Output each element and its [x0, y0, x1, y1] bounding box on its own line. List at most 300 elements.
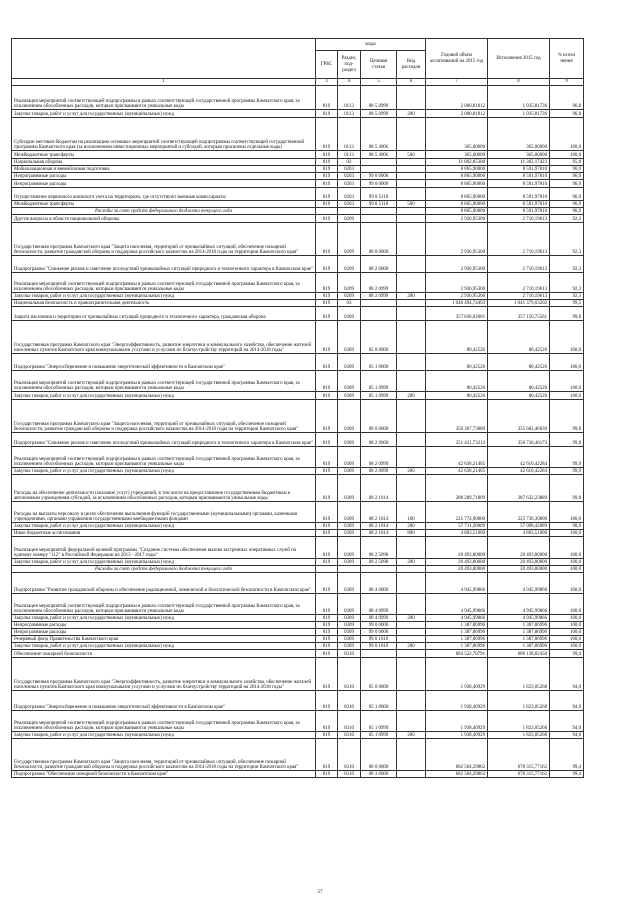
percent-cell: 94,0 — [550, 732, 584, 739]
table-row — [12, 300, 584, 307]
expense-name-cell: Реализация мероприятий соответствующей подпрограммы в рамках соответствующей государственной программы Камчатского края, за исключением обособленных расходов, которым присваиваются уникальные коды — [12, 371, 316, 392]
approved-cell: 42 638,21405 — [426, 447, 488, 468]
grbs-cell: 819 — [316, 180, 338, 188]
section-cell: 0209 — [338, 223, 361, 256]
grbs-cell: 819 — [316, 537, 338, 559]
expense-name-cell: Подпрограмма "Развитие гражданской обороны и обеспечение радиационной, химической и биологической безопасности в Камчатском крае" — [12, 573, 316, 594]
approved-header: Годовой объем ассигнований на 2015 год — [426, 39, 488, 79]
expense-type-cell — [397, 321, 426, 354]
table-row — [12, 180, 584, 188]
page-number: 57 — [317, 890, 323, 895]
table-row — [12, 566, 584, 573]
target-cell: 99 0 0000 — [361, 622, 397, 629]
table-row — [12, 400, 584, 433]
target-cell: 99 0 1010 — [361, 643, 397, 650]
expense-name-cell: Иные бюджетные ассигнования — [12, 530, 316, 537]
percent-cell: 92,3 — [550, 256, 584, 273]
expense-type-cell — [397, 159, 426, 166]
target-cell: 99 0 0000 — [361, 629, 397, 636]
expense-name-cell: Закупка товаров, работ и услуг для государственных (муниципальных) нужд — [12, 523, 316, 530]
approved-cell: 682 584,29862 — [426, 771, 488, 778]
percent-cell: 99,5 — [550, 300, 584, 307]
approved-cell: 1 387,86996 — [426, 629, 488, 636]
percent-cell: 100,0 — [550, 643, 584, 650]
index-cell: 4 — [338, 79, 361, 86]
approved-cell: 4 945,99866 — [426, 594, 488, 615]
expense-type-cell — [397, 300, 426, 307]
expense-type-cell — [397, 223, 426, 256]
grbs-cell: 819 — [316, 573, 338, 594]
expense-name-cell: Непрограммные расходы — [12, 180, 316, 188]
executed-cell: 42 610,42284 — [488, 447, 550, 468]
percent-cell: 96,9 — [550, 188, 584, 201]
expense-type-cell — [397, 566, 426, 573]
table-row — [12, 273, 584, 293]
expense-type-cell — [397, 215, 426, 223]
grbs-cell: 819 — [316, 447, 338, 468]
section-cell: 0309 — [338, 573, 361, 594]
grbs-cell: 819 — [316, 636, 338, 643]
section-cell: 0309 — [338, 321, 361, 354]
executed-cell: 1 935,81736 — [488, 110, 550, 118]
executed-header: Исполнение 2015 год — [488, 39, 550, 79]
target-cell: 08 4 0999 — [361, 615, 397, 622]
target-cell — [361, 159, 397, 166]
approved-cell: 4 803,51000 — [426, 530, 488, 537]
target-cell: 08 2 5098 — [361, 537, 397, 559]
executed-cell: 2 710,19613 — [488, 215, 550, 223]
expense-type-cell — [397, 594, 426, 615]
approved-cell: 2 000,81812 — [426, 110, 488, 118]
approved-cell: 684 522,70791 — [426, 650, 488, 658]
executed-cell: 1 387,86996 — [488, 629, 550, 636]
target-cell — [361, 215, 397, 223]
section-cell: 0309 — [338, 447, 361, 468]
table-row — [12, 166, 584, 173]
target-cell: 05 0 0000 — [361, 321, 397, 354]
executed-cell: 20 493,80000 — [488, 537, 550, 559]
executed-cell: 1 387,86996 — [488, 622, 550, 629]
expense-name-cell: Другие вопросы в области национальной обороны — [12, 215, 316, 223]
expense-name-cell: Подпрограмма "Обеспечение пожарной безопасности в Камчатском крае" — [12, 771, 316, 778]
table-row — [12, 573, 584, 594]
expense-type-cell: 200 — [397, 293, 426, 300]
approved-cell: 1 387,86996 — [426, 622, 488, 629]
table-row — [12, 321, 584, 354]
percent-cell: 100,0 — [550, 537, 584, 559]
executed-cell: 80,42526 — [488, 354, 550, 371]
executed-cell: 8 591,97810 — [488, 201, 550, 208]
column-index-row — [12, 79, 584, 86]
expense-type-cell — [397, 400, 426, 433]
section-cell: 0113 — [338, 86, 361, 110]
grbs-cell: 819 — [316, 86, 338, 110]
percent-cell: 100,0 — [550, 636, 584, 643]
grbs-cell: 819 — [316, 629, 338, 636]
approved-cell: 80,42526 — [426, 354, 488, 371]
approved-cell: 8 865,90000 — [426, 180, 488, 188]
percent-cell: 100,0 — [550, 118, 584, 151]
table-row — [12, 739, 584, 771]
expense-type-cell: 500 — [397, 201, 426, 208]
grbs-cell: 819 — [316, 392, 338, 400]
approved-cell: 20 493,80000 — [426, 566, 488, 573]
target-cell: 08 0 0000 — [361, 739, 397, 771]
percent-cell: 99,8 — [550, 433, 584, 447]
executed-cell: 1 823,05268 — [488, 691, 550, 711]
table-row — [12, 433, 584, 447]
section-cell: 0309 — [338, 475, 361, 502]
section-cell: 0309 — [338, 392, 361, 400]
expense-name-cell: Закупка товаров, работ и услуг для государственных (муниципальных) нужд — [12, 293, 316, 300]
target-cell: 08 4 0999 — [361, 594, 397, 615]
section-cell: 0310 — [338, 732, 361, 739]
approved-cell: 1 046 494,74493 — [426, 300, 488, 307]
approved-cell: 2 000,81812 — [426, 86, 488, 110]
target-cell: 08 2 0999 — [361, 447, 397, 468]
approved-cell: 2 936,95300 — [426, 293, 488, 300]
table-row — [12, 771, 584, 778]
expense-type-cell — [397, 622, 426, 629]
grbs-cell: 819 — [316, 711, 338, 732]
approved-cell: 20 493,80000 — [426, 537, 488, 559]
grbs-cell: 819 — [316, 523, 338, 530]
approved-cell: 1 938,40929 — [426, 691, 488, 711]
expense-name-cell: Закупка товаров, работ и услуг для государственных (муниципальных) нужд — [12, 615, 316, 622]
percent-cell: 99,8 — [550, 400, 584, 433]
expense-name-cell: Непрограммные расходы — [12, 629, 316, 636]
expense-type-cell — [397, 636, 426, 643]
section-cell: 03 — [338, 300, 361, 307]
table-row — [12, 629, 584, 636]
expense-name-cell: Непрограммные расходы — [12, 622, 316, 629]
section-header: Раздел, под-раздел — [338, 51, 361, 79]
percent-cell: 92,3 — [550, 223, 584, 256]
approved-cell: 80,42526 — [426, 371, 488, 392]
section-cell: 0113 — [338, 110, 361, 118]
grbs-cell: 819 — [316, 151, 338, 159]
executed-cell: 8 591,97810 — [488, 188, 550, 201]
approved-cell: 8 865,90000 — [426, 208, 488, 215]
expense-type-cell — [397, 537, 426, 559]
expense-type-cell — [397, 658, 426, 691]
executed-cell: 8 591,97810 — [488, 166, 550, 173]
target-cell: 05 1 0999 — [361, 371, 397, 392]
percent-cell: 96,8 — [550, 110, 584, 118]
table-row — [12, 223, 584, 256]
section-cell: 0203 — [338, 173, 361, 180]
target-cell — [361, 300, 397, 307]
expense-name-cell: Реализация мероприятий федеральной целевой программы "Создание системы обеспечения вызова экстренных оперативных служб по единому номеру "112" в Российской Федерации на 2013 - 2017 годы" — [12, 537, 316, 559]
target-cell: 08 2 0000 — [361, 433, 397, 447]
approved-cell: 42 638,21405 — [426, 468, 488, 475]
grbs-cell — [316, 208, 338, 215]
section-cell: 0309 — [338, 502, 361, 523]
grbs-cell: 819 — [316, 371, 338, 392]
section-cell: 0309 — [338, 523, 361, 530]
grbs-cell: 819 — [316, 256, 338, 273]
target-cell — [361, 208, 397, 215]
percent-cell: 100,0 — [550, 530, 584, 537]
approved-cell: 1 938,40929 — [426, 658, 488, 691]
target-cell: 08 2 1014 — [361, 523, 397, 530]
expense-name-cell: Межбюджетные трансферты — [12, 201, 316, 208]
section-cell: 0310 — [338, 650, 361, 658]
expense-name-cell: Реализация мероприятий соответствующей подпрограммы в рамках соответствующей государственной программы Камчатского края, за исключением обособленных расходов, которым присваиваются уникальные коды — [12, 594, 316, 615]
expense-name-cell: Резервный фонд Правительства Камчатского края — [12, 636, 316, 643]
approved-cell: 365,00000 — [426, 151, 488, 159]
executed-cell: 80,42526 — [488, 392, 550, 400]
section-cell: 0309 — [338, 530, 361, 537]
expense-name-cell: Государственная программа Камчатского края "Энергоэффективность, развитие энергетики и коммунального хозяйства, обеспечение жителей населенных пунктов Камчатского края коммунальными услугами и услугами по благоустройству территорий на 2014-2018 годы" — [12, 658, 316, 691]
expense-name-cell: Реализация мероприятий соответствующей подпрограммы в рамках соответствующей государственной программы Камчатского края, за исключением обособленных расходов, которым присваиваются уникальные коды — [12, 273, 316, 293]
approved-cell: 357 836,02601 — [426, 307, 488, 321]
expense-name-cell: Расходы на обеспечение деятельности (оказание услуг) учреждений, в том числе на предоставление государственным бюджетным и автономным учреждениям субсидий, за исключением обособленных расходов, которым присваиваются уникальные коды — [12, 475, 316, 502]
section-cell: 0309 — [338, 643, 361, 650]
executed-cell: 8 591,97810 — [488, 173, 550, 180]
executed-cell: 2 710,19613 — [488, 223, 550, 256]
expense-type-cell: 200 — [397, 643, 426, 650]
approved-cell: 4 945,99866 — [426, 573, 488, 594]
name-header — [12, 39, 316, 79]
approved-cell: 288 289,71809 — [426, 475, 488, 502]
expense-name-cell: Субсидии местным бюджетам на реализацию основных мероприятий соответствующей подпрограммы соответствующей государственной программы Камчатского края (за исключением инвестиционных мероприятий и субсидий, которым присвоены отдельные коды) — [12, 118, 316, 151]
target-cell — [361, 566, 397, 573]
target-cell: 08 4 0000 — [361, 573, 397, 594]
grbs-cell: 819 — [316, 771, 338, 778]
percent-cell: 100,0 — [550, 629, 584, 636]
section-cell — [338, 208, 361, 215]
percent-cell: 100,0 — [550, 573, 584, 594]
executed-cell: 1 041 379,03202 — [488, 300, 550, 307]
expense-type-cell — [397, 371, 426, 392]
section-cell — [338, 566, 361, 573]
expense-type-cell: 200 — [397, 110, 426, 118]
percent-cell: 100,0 — [550, 502, 584, 523]
grbs-cell: 819 — [316, 433, 338, 447]
approved-cell: 1 387,86996 — [426, 636, 488, 643]
section-cell: 0113 — [338, 151, 361, 159]
percent-cell: 94,0 — [550, 711, 584, 732]
percent-cell: 99,9 — [550, 447, 584, 468]
percent-cell: 100,0 — [550, 392, 584, 400]
approved-cell: 2 936,95300 — [426, 256, 488, 273]
expense-type-cell — [397, 86, 426, 110]
section-cell: 0309 — [338, 371, 361, 392]
expense-name-cell: Осуществление первичного воинского учета на территориях, где отсутствуют военные комиссариаты — [12, 188, 316, 201]
target-cell: 08 2 1014 — [361, 502, 397, 523]
grbs-cell: 819 — [316, 188, 338, 201]
section-cell: 0310 — [338, 658, 361, 691]
grbs-cell: 819 — [316, 622, 338, 629]
grbs-cell: 819 — [316, 215, 338, 223]
expense-name-cell: Государственная программа Камчатского края "Защита населения, территорий от чрезвычайных ситуаций, обеспечение пожарной безопасности, развитие гражданской обороны и поддержка российского казачества на 2014-2018 годы на территории Камчатского края" — [12, 223, 316, 256]
approved-cell: 1 938,40929 — [426, 732, 488, 739]
table-row — [12, 371, 584, 392]
grbs-cell: 819 — [316, 321, 338, 354]
table-row — [12, 188, 584, 201]
grbs-cell: 819 — [316, 739, 338, 771]
index-cell: 3 — [316, 79, 338, 86]
target-cell: 08 2 1014 — [361, 475, 397, 502]
expense-type-cell — [397, 447, 426, 468]
percent-cell: 96,8 — [550, 86, 584, 110]
expense-type-cell — [397, 208, 426, 215]
budget-table — [11, 38, 584, 778]
executed-cell: 365,00000 — [488, 118, 550, 151]
percent-cell: 100,0 — [550, 559, 584, 566]
target-cell: 99 0 0000 — [361, 173, 397, 180]
grbs-cell: 819 — [316, 173, 338, 180]
expense-type-cell — [397, 691, 426, 711]
expense-type-cell: 200 — [397, 468, 426, 475]
section-cell: 0309 — [338, 307, 361, 321]
target-cell: 08 5 0999 — [361, 86, 397, 110]
expense-type-cell — [397, 629, 426, 636]
table-row — [12, 215, 584, 223]
expense-name-cell: Расходы за счет средств федерального бюджета текущего года — [12, 208, 316, 215]
table-row — [12, 650, 584, 658]
expense-type-cell — [397, 771, 426, 778]
grbs-cell: 819 — [316, 643, 338, 650]
expense-type-cell — [397, 354, 426, 371]
grbs-cell: 819 — [316, 354, 338, 371]
expense-type-cell: 200 — [397, 559, 426, 566]
expense-type-cell: 200 — [397, 523, 426, 530]
target-cell: 05 1 0999 — [361, 732, 397, 739]
grbs-cell: 819 — [316, 273, 338, 293]
expense-type-cell: 800 — [397, 530, 426, 537]
grbs-cell: 819 — [316, 650, 338, 658]
approved-cell: 8 865,90000 — [426, 173, 488, 180]
budget-table-sheet — [11, 38, 583, 778]
executed-cell: 678 315,77162 — [488, 739, 550, 771]
executed-cell: 355 682,46039 — [488, 400, 550, 433]
table-row — [12, 636, 584, 643]
section-cell: 0309 — [338, 636, 361, 643]
executed-cell: 1 823,05268 — [488, 658, 550, 691]
expense-type-cell: 100 — [397, 502, 426, 523]
grbs-cell: 819 — [316, 530, 338, 537]
table-row — [12, 354, 584, 371]
target-cell: 99 0 5118 — [361, 201, 397, 208]
section-cell: 02 — [338, 159, 361, 166]
grbs-cell: 819 — [316, 201, 338, 208]
target-cell: 08 2 0000 — [361, 256, 397, 273]
executed-cell: 4 803,51000 — [488, 530, 550, 537]
section-cell: 0309 — [338, 559, 361, 566]
table-row — [12, 615, 584, 622]
target-cell: 99 0 0000 — [361, 180, 397, 188]
expense-name-cell: Закупка товаров, работ и услуг для государственных (муниципальных) нужд — [12, 110, 316, 118]
expense-type-cell — [397, 180, 426, 188]
table-row — [12, 307, 584, 321]
table-row — [12, 559, 584, 566]
table-row — [12, 530, 584, 537]
percent-cell: 98,9 — [550, 523, 584, 530]
grbs-cell: 819 — [316, 502, 338, 523]
target-cell: 08 2 0999 — [361, 468, 397, 475]
table-row — [12, 643, 584, 650]
target-cell: 05 0 0000 — [361, 658, 397, 691]
percent-cell: 94,0 — [550, 691, 584, 711]
approved-cell: 1 387,86996 — [426, 643, 488, 650]
table-row — [12, 537, 584, 559]
executed-cell: 287 632,23889 — [488, 475, 550, 502]
grbs-cell: 819 — [316, 691, 338, 711]
table-row — [12, 208, 584, 215]
target-cell — [361, 307, 397, 321]
approved-cell: 356 367,73080 — [426, 400, 488, 433]
section-cell: 0310 — [338, 739, 361, 771]
section-cell: 0203 — [338, 201, 361, 208]
grbs-cell: 819 — [316, 166, 338, 173]
table-row — [12, 118, 584, 151]
executed-cell: 1 387,86996 — [488, 636, 550, 643]
section-cell: 0309 — [338, 354, 361, 371]
percent-cell: 96,9 — [550, 166, 584, 173]
expense-type-cell — [397, 173, 426, 180]
approved-cell: 4 945,99866 — [426, 615, 488, 622]
section-cell: 0310 — [338, 691, 361, 711]
expense-type-cell: 500 — [397, 151, 426, 159]
executed-cell: 2 710,19613 — [488, 273, 550, 293]
approved-cell: 2 936,95300 — [426, 215, 488, 223]
expense-name-cell: Расходы на выплаты персоналу в целях обеспечения выполнения функций государственными (муниципальными) органами, казенными учреждениями, органами управления государственными внебюджетными фондами — [12, 502, 316, 523]
executed-cell: 80,42526 — [488, 371, 550, 392]
section-cell: 0309 — [338, 615, 361, 622]
approved-cell: 2 936,95300 — [426, 273, 488, 293]
expense-name-cell: Закупка товаров, работ и услуг для государственных (муниципальных) нужд — [12, 732, 316, 739]
approved-cell: 8 865,90000 — [426, 201, 488, 208]
percent-cell: 92,3 — [550, 273, 584, 293]
target-cell — [361, 650, 397, 658]
table-row — [12, 732, 584, 739]
executed-cell: 365,00000 — [488, 151, 550, 159]
percent-cell: 99,4 — [550, 739, 584, 771]
grbs-cell: 819 — [316, 223, 338, 256]
section-cell: 0309 — [338, 537, 361, 559]
expense-name-cell: Государственная программа Камчатского края "Защита населения, территорий от чрезвычайных ситуаций, обеспечение пожарной безопасности, развитие гражданской обороны и поддержка российского казачества на 2014-2018 годы на территории Камчатского края" — [12, 400, 316, 433]
section-cell: 0310 — [338, 771, 361, 778]
target-cell: 05 1 0999 — [361, 392, 397, 400]
target-cell: 08 2 5098 — [361, 559, 397, 566]
section-cell: 0309 — [338, 622, 361, 629]
approved-cell: 8 865,90000 — [426, 188, 488, 201]
executed-cell: 350 736,46173 — [488, 433, 550, 447]
expense-name-cell: Реализация мероприятий соответствующей подпрограммы в рамках соответствующей государственной программы Камчатского края, за исключением обособленных расходов, которым присваиваются уникальные коды — [12, 447, 316, 468]
section-cell: 0209 — [338, 215, 361, 223]
executed-cell: 357 150,75561 — [488, 307, 550, 321]
percent-cell: 99,8 — [550, 307, 584, 321]
approved-cell: 2 936,95300 — [426, 223, 488, 256]
table-row — [12, 293, 584, 300]
percent-cell: 96,9 — [550, 173, 584, 180]
executed-cell: 4 945,99866 — [488, 573, 550, 594]
percent-cell: 100,0 — [550, 615, 584, 622]
expense-name-cell: Обеспечение пожарной безопасности — [12, 650, 316, 658]
grbs-cell: 819 — [316, 307, 338, 321]
approved-cell: 80,42526 — [426, 392, 488, 400]
approved-cell: 20 493,80000 — [426, 559, 488, 566]
expense-type-cell — [397, 273, 426, 293]
percent-cell: 99,9 — [550, 468, 584, 475]
approved-cell: 1 938,40929 — [426, 711, 488, 732]
expense-name-cell: Закупка товаров, работ и услуг для государственных (муниципальных) нужд — [12, 468, 316, 475]
index-cell: 6 — [397, 79, 426, 86]
executed-cell: 680 138,82450 — [488, 650, 550, 658]
table-row — [12, 622, 584, 629]
